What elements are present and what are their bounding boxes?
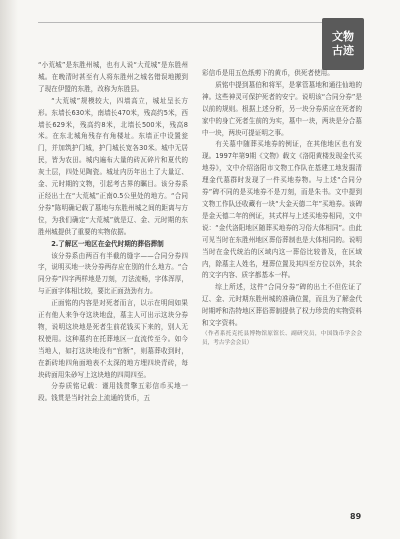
header-rule (38, 22, 356, 23)
page-number: 89 (350, 512, 362, 521)
section-badge-line1: 文物 (332, 30, 354, 43)
paragraph: 质铭中提到墓伯和将军，是掌管墓地和通往仙地的神。这些神灵可保护死者的安宁。说明该“合同分券”是以前的规则。根据上述分析，另一块分券质应在死者的家中的身亡死者生前的为实，墓中一块，两块是分合墓中一块，两块可提证明之事。 (202, 80, 362, 137)
paragraph: “大荒城”规模较大，四墙高立，城址呈长方形。东墙长630米，南墙长470米，残高约5米，西墙长629米，残高约8米，北墙长500米，残高8米。在东北城角残存有角楼址。东墙正中设置瓮门，并加筑护门城，护门城长宽各30米。城中无居民，皆为农田。城内遍布大量的砖瓦碎片和夏代的灰土层，四处见陶瓷。城址内历年出土了大量辽、金、元时期的文物，引起考古界的瞩目。该分券系正经出土在“大荒城”正南0.5公里处的地方。“合同分券”陈明确记载了墓地与东胜州城之间的距离与方位，为我们确定“大荒城”就是辽、金、元时期的东胜州城提供了重要的实物依据。 (38, 96, 188, 236)
paragraph: 正面铭的内容是对死者而言，以示在明间如果正有他人来争夺这块地盘，墓主人可出示这块分券物，说明这块地是死者生前花钱买下来的，别人无权使用。这种墓约在托葬地区一直流传至今。如今当地人，如打这块地没有“官断”，则墓葬收到时，在新砖地四角面地表不太深的地方埋四块青砖，每块砖面用朱砂写上这块地的四周四至。 (38, 299, 188, 379)
right-column (202, 68, 362, 348)
paragraph: 彩信币是用五色纸剪下的黄币，供死者使用。 (202, 69, 334, 77)
section-badge (322, 18, 364, 70)
section-badge-line2: 古迹 (332, 44, 354, 57)
paragraph: 有关墓中随葬买地券的例证，在其他地区也有发现。1997年第9期《文物》载文《洛阳黄楼发现金代买地券》，文中介绍洛阳市文物工作队在基建工地发掘清理金代墓群时发现了一件买地券物。与上述“合同分券”碑不同的是买地券不是刀刻，而是朱书。文中提到文物工作队还收藏有一块“大金天德二年”买地券。该碑是金天德二年的例证，其式样与上述买地券相同，文中说：“金代洛阳地区随葬买地券的习俗大体相同”。由此可见当时在东胜州地区葬俗葬制也是大体相同的。说明当时在金代统治的区域内这一葬俗比较普及，在区域内，除墓主人姓名，埋葬位置及其四至方位以外，其余的文字内容、质字都基本一样。 (202, 140, 362, 280)
spine-shadow (0, 0, 18, 539)
paragraph: 综上所述，这件“合同分券”碑的出土不但佐证了辽、金、元时期东胜州城的准确位置，而且为了解金代时期呼和浩特地区葬俗葬制提供了权力珍贵的实物资料和文字资料。 (202, 283, 362, 328)
left-column (38, 60, 188, 405)
paragraph: “小荒城”是东胜州城，也有人说“大荒城”是东胜州城。在晚清时甚至有人将东胜州之城名错误地搬到了现在伊盟的东胜，改称为东胜县。 (38, 61, 188, 93)
section-heading: 2.了解区一地区在金代时期的葬俗葬制 (51, 239, 164, 248)
author-footnote: （作者系托克托县博物馆原馆长、副研究员，中国钱币学会会员，考古学会会员） (202, 330, 362, 346)
paragraph: 该分券系由两百有半截的缝字——合同分券四字，说明买地一块分券两存应在别的什么地方。“合同分券”四字两样地是刀刻，刀法流畅，字体浑厚，与正面字体相比较，要比正面劲劲有力。 (38, 251, 188, 296)
paragraph: 分券质铭记载：谨用钱贯擎五彩信币买地一段。钱贯是当时社会上流通的货币，五 (38, 382, 188, 403)
